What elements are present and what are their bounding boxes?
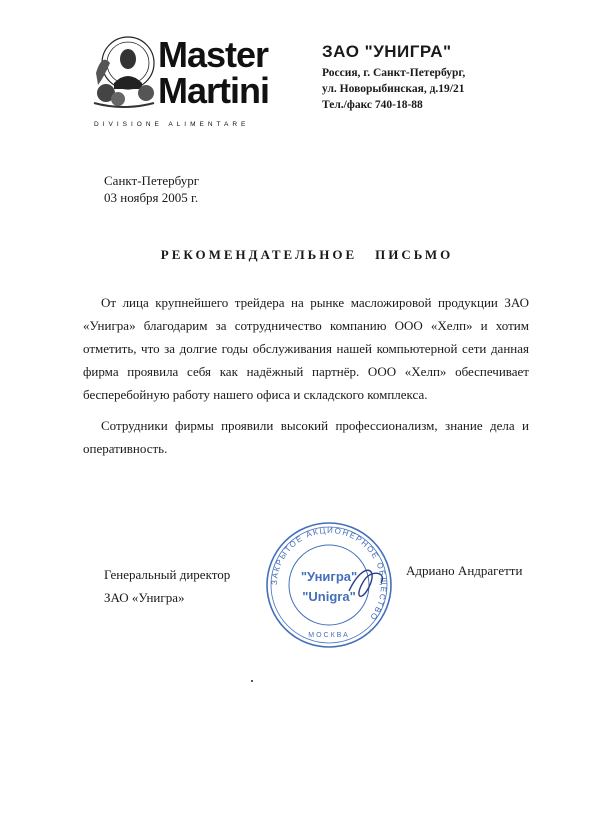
stamp-bottom-text: МОСКВА bbox=[308, 632, 350, 639]
company-header bbox=[322, 42, 465, 113]
signatory-name: Адриано Андрагетти bbox=[406, 563, 523, 578]
letter-title bbox=[0, 247, 600, 263]
company-name: ЗАО "УНИГРА" bbox=[322, 42, 452, 61]
signatory-position: Генеральный директор bbox=[104, 567, 231, 582]
company-phone: Тел./факс 740-18-88 bbox=[322, 99, 423, 111]
portrait-emblem-icon bbox=[88, 33, 160, 113]
logo-line-martini: Martini bbox=[158, 70, 270, 111]
official-stamp-icon bbox=[253, 521, 405, 649]
title-word-2: ПИСЬМО bbox=[375, 247, 454, 262]
logo-tagline: DIVISIONE ALIMENTARE bbox=[94, 121, 250, 128]
signatory-title bbox=[104, 563, 230, 609]
paragraph-2: Сотрудники фирмы проявили высокий профессионализм, знание дела и оперативность. bbox=[83, 418, 529, 456]
paragraph-1: От лица крупнейшего трейдера на рынке масложировой продукции ЗАО «Унигра» благодарим за сотрудничество компанию ООО «Хелп» и хотим отметить, что за долгие годы обслуживания нашей компьютерной сети данная фирма проявила себя как надёжный партнёр. ООО «Хелп» обеспечивает бесперебойную работу нашего офиса и складского комплекса. bbox=[83, 295, 529, 402]
company-logo bbox=[88, 33, 294, 133]
signatory-org: ЗАО «Унигра» bbox=[104, 590, 185, 605]
place-date bbox=[104, 172, 199, 206]
letter-city: Санкт-Петербург bbox=[104, 173, 200, 188]
stamp-center-line2: "Unigra" bbox=[302, 589, 356, 604]
company-address-line2: ул. Новорыбинская, д.19/21 bbox=[322, 83, 465, 95]
letter-body bbox=[83, 291, 529, 468]
logo-wordmark bbox=[158, 34, 270, 111]
stamp-center-line1: "Унигра" bbox=[300, 569, 358, 584]
company-address-line1: Россия, г. Санкт-Петербург, bbox=[322, 67, 466, 79]
speck bbox=[251, 680, 253, 682]
stamp-ring-text: ЗАКРЫТОЕ АКЦИОНЕРНОЕ ОБЩЕСТВО bbox=[269, 525, 389, 623]
logo-line-master: Master bbox=[158, 34, 269, 75]
title-word-1: РЕКОМЕНДАТЕЛЬНОЕ bbox=[160, 247, 358, 262]
letter-date: 03 ноября 2005 г. bbox=[104, 190, 199, 205]
